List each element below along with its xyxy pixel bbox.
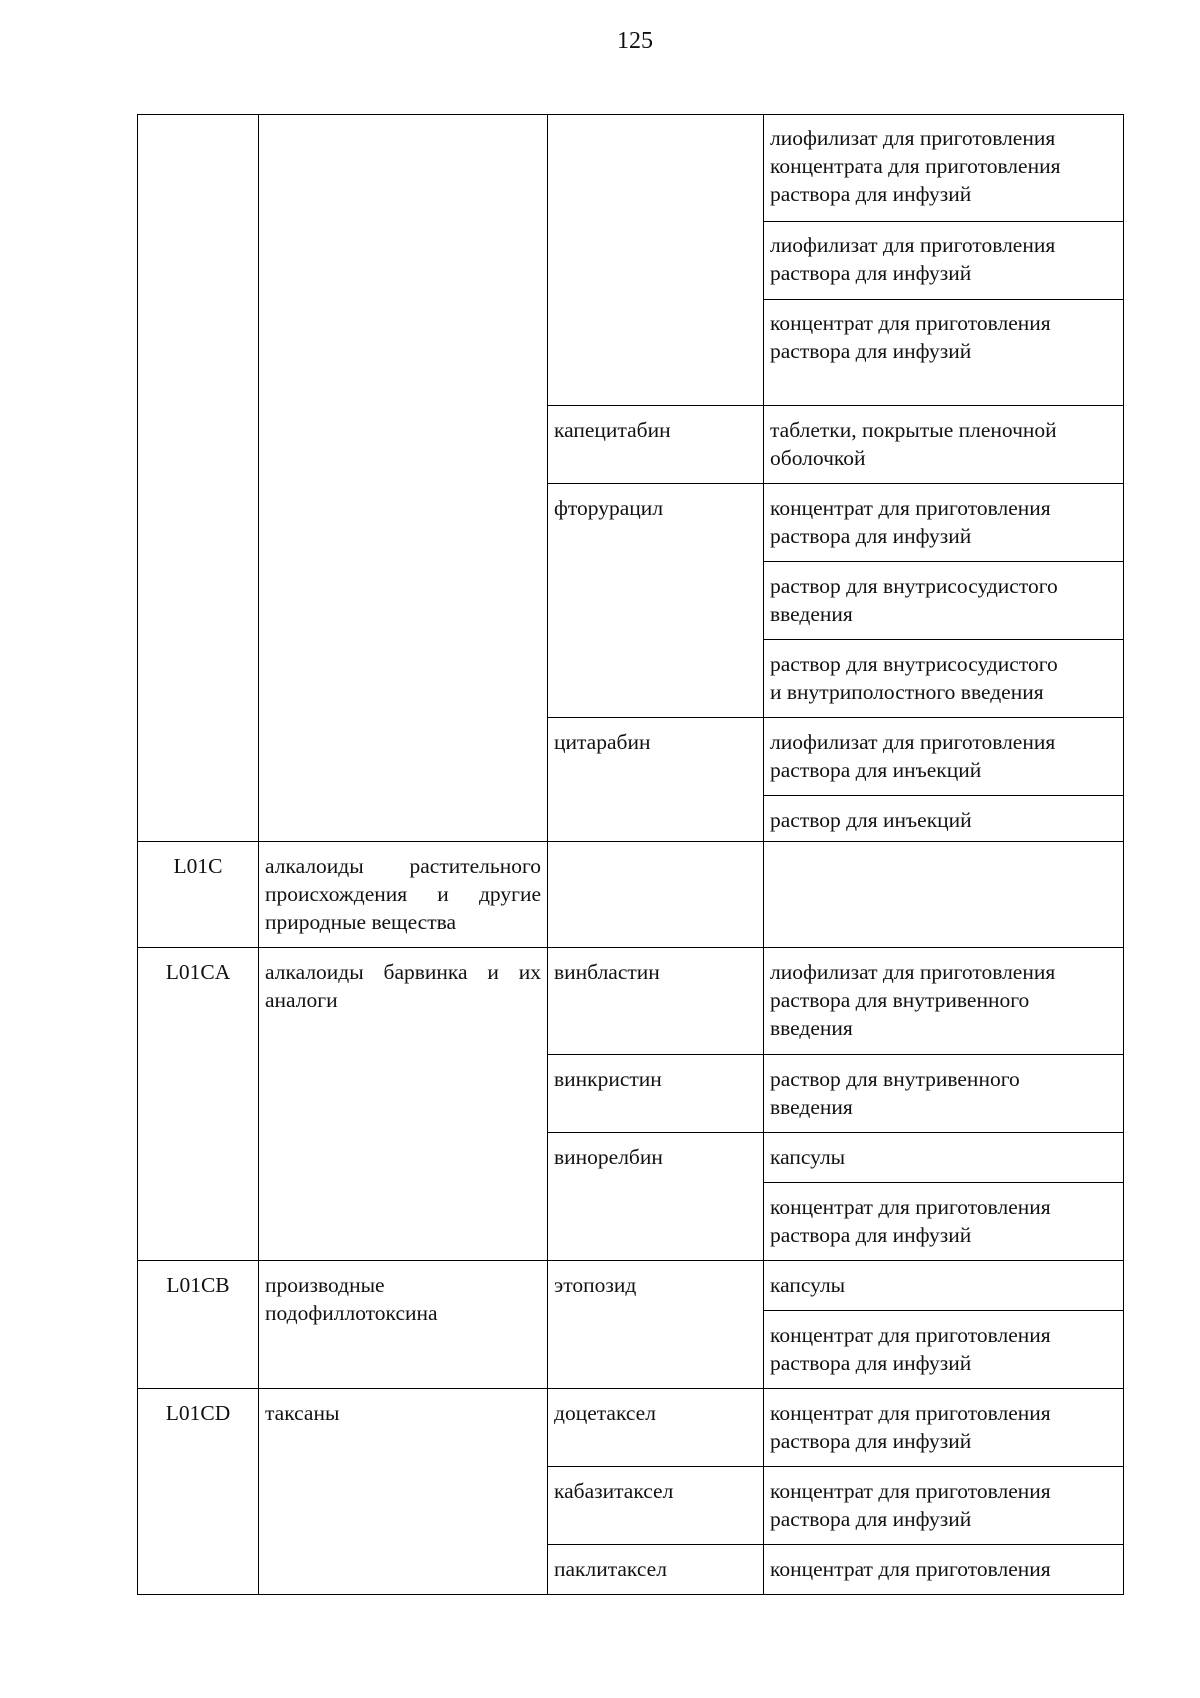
group-name: таксаны [265, 1401, 340, 1425]
drug-name: паклитаксел [554, 1557, 667, 1581]
form-cell: раствор для внутривенного введения [770, 1067, 1020, 1119]
drug-name: винорелбин [554, 1145, 663, 1169]
group-name: производные подофиллотоксина [265, 1273, 438, 1325]
form-cell: концентрат для приготовления раствора для инфузий [770, 496, 1051, 548]
form-cell: концентрат для приготовления раствора для инфузий [770, 1401, 1051, 1453]
drug-name: этопозид [554, 1273, 637, 1297]
drug-name: капецитабин [554, 418, 671, 442]
form-cell: таблетки, покрытые пленочной оболочкой [770, 418, 1057, 470]
form-cell: концентрат для приготовления [770, 1557, 1051, 1581]
form-cell: концентрат для приготовления раствора для инфузий [770, 1479, 1051, 1531]
group-name: алкалоиды растительного происхождения и другие природные вещества [265, 854, 541, 934]
form-cell: концентрат для приготовления раствора для инфузий [770, 1323, 1051, 1375]
form-cell: лиофилизат для приготовления раствора для инъекций [770, 730, 1056, 782]
form-cell: лиофилизат для приготовления раствора для внутривенного введения [770, 960, 1056, 1040]
form-cell: лиофилизат для приготовления раствора для инфузий [770, 233, 1056, 285]
form-cell: капсулы [770, 1273, 846, 1297]
drug-name: винкристин [554, 1067, 662, 1091]
drug-table [137, 114, 1124, 1595]
drug-name: цитарабин [554, 730, 651, 754]
drug-name: кабазитаксел [554, 1479, 674, 1503]
form-cell: раствор для внутрисосудистого введения [770, 574, 1058, 626]
form-cell: концентрат для приготовления раствора для инфузий [770, 311, 1051, 363]
form-cell: раствор для внутрисосудистого и внутриполостного введения [770, 652, 1058, 704]
drug-name: доцетаксел [554, 1401, 656, 1425]
atc-code: L01CA [165, 960, 231, 984]
atc-code: L01C [173, 854, 223, 878]
group-name: алкалоиды барвинка и их аналоги [265, 960, 541, 1012]
form-cell: лиофилизат для приготовления концентрата для приготовления раствора для инфузий [770, 126, 1061, 206]
form-cell: капсулы [770, 1145, 846, 1169]
form-cell: раствор для инъекций [770, 808, 972, 832]
atc-code: L01CD [165, 1401, 231, 1425]
form-cell: концентрат для приготовления раствора для инфузий [770, 1195, 1051, 1247]
drug-name: винбластин [554, 960, 660, 984]
drug-name: фторурацил [554, 496, 664, 520]
page-number: 125 [617, 28, 653, 54]
atc-code: L01CB [166, 1273, 230, 1297]
